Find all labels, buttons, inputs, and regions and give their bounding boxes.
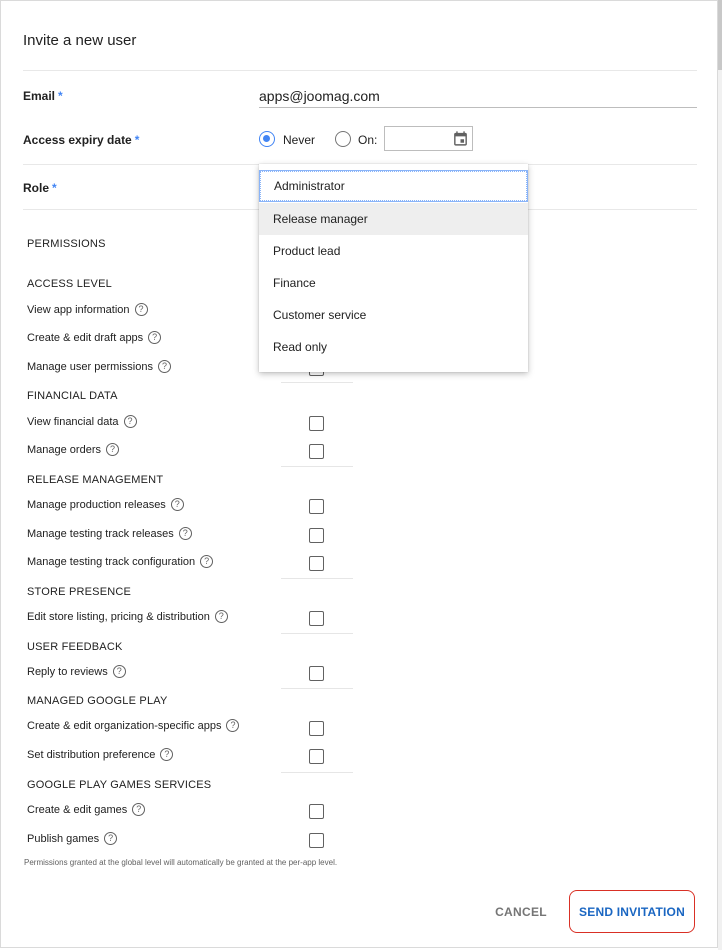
permission-checkbox[interactable] — [309, 666, 324, 681]
permission-label: Create & edit games — [27, 803, 128, 816]
divider — [281, 466, 353, 467]
expiry-date-input[interactable] — [384, 126, 473, 151]
permission-checkbox[interactable] — [309, 749, 324, 764]
scrollbar[interactable] — [718, 0, 722, 950]
divider — [281, 772, 353, 773]
permission-row — [27, 331, 161, 344]
permission-row — [27, 415, 137, 428]
permission-label: Manage testing track configuration — [27, 555, 196, 568]
permission-label: Create & edit draft apps — [27, 331, 144, 344]
help-icon[interactable]: ? — [200, 555, 213, 568]
help-icon[interactable]: ? — [124, 415, 137, 428]
permission-checkbox[interactable] — [309, 416, 324, 431]
permission-label: Manage orders — [27, 443, 101, 456]
divider — [281, 578, 353, 579]
permission-checkbox[interactable] — [309, 611, 324, 626]
required-mark: * — [58, 89, 63, 103]
permission-row — [27, 803, 145, 816]
section-title: RELEASE MANAGEMENT — [27, 474, 164, 486]
permission-row — [27, 443, 119, 456]
permission-row — [27, 665, 126, 678]
help-icon[interactable]: ? — [160, 748, 173, 761]
role-dropdown-menu — [259, 164, 528, 372]
role-option[interactable]: Read only — [273, 340, 328, 354]
role-label: Role * — [23, 181, 57, 195]
permission-checkbox[interactable] — [309, 721, 324, 736]
help-icon[interactable]: ? — [148, 331, 161, 344]
divider — [281, 382, 353, 383]
help-icon[interactable]: ? — [171, 498, 184, 511]
help-icon[interactable]: ? — [135, 303, 148, 316]
permission-label: Create & edit organization-specific apps — [27, 719, 222, 732]
permission-row — [27, 555, 213, 568]
permissions-footnote: Permissions granted at the global level will automatically be granted at the per-app level. — [24, 858, 338, 867]
permission-checkbox[interactable] — [309, 804, 324, 819]
permission-checkbox[interactable] — [309, 556, 324, 571]
role-option[interactable]: Release manager — [259, 203, 528, 235]
section-title: FINANCIAL DATA — [27, 390, 118, 402]
permission-row — [27, 748, 173, 761]
role-option[interactable]: Administrator — [259, 170, 528, 202]
permissions-heading: PERMISSIONS — [27, 238, 106, 250]
never-radio[interactable] — [259, 131, 275, 147]
permission-label: Manage production releases — [27, 498, 166, 511]
divider — [281, 688, 353, 689]
permission-row — [27, 610, 228, 623]
never-radio-label: Never — [283, 133, 316, 147]
help-icon[interactable]: ? — [104, 832, 117, 845]
expiry-label: Access expiry date * — [23, 133, 140, 147]
calendar-icon[interactable] — [452, 130, 469, 147]
help-icon[interactable]: ? — [215, 610, 228, 623]
role-option[interactable]: Finance — [273, 276, 316, 290]
send-invitation-button[interactable]: SEND INVITATION — [569, 890, 695, 933]
help-icon[interactable]: ? — [179, 527, 192, 540]
role-option[interactable]: Product lead — [273, 244, 341, 258]
section-title: USER FEEDBACK — [27, 641, 123, 653]
help-icon[interactable]: ? — [113, 665, 126, 678]
permission-label: View financial data — [27, 415, 119, 428]
section-title: MANAGED GOOGLE PLAY — [27, 695, 168, 707]
permission-checkbox[interactable] — [309, 528, 324, 543]
permission-row — [27, 360, 171, 373]
permission-row — [27, 719, 239, 732]
permission-label: Reply to reviews — [27, 665, 108, 678]
on-date-radio[interactable] — [335, 131, 351, 147]
permission-row — [27, 303, 148, 316]
permission-label: Manage user permissions — [27, 360, 153, 373]
permission-row — [27, 498, 184, 511]
help-icon[interactable]: ? — [158, 360, 171, 373]
section-title: GOOGLE PLAY GAMES SERVICES — [27, 779, 212, 791]
required-mark: * — [52, 181, 57, 195]
help-icon[interactable]: ? — [132, 803, 145, 816]
permission-label: Set distribution preference — [27, 748, 156, 761]
permission-checkbox[interactable] — [309, 499, 324, 514]
scrollbar-thumb[interactable] — [718, 0, 722, 70]
divider — [23, 70, 697, 71]
email-label: Email * — [23, 89, 63, 103]
help-icon[interactable]: ? — [226, 719, 239, 732]
permission-label: Edit store listing, pricing & distribution — [27, 610, 210, 623]
section-title: STORE PRESENCE — [27, 586, 132, 598]
permission-label: Publish games — [27, 832, 100, 845]
permission-checkbox[interactable] — [309, 444, 324, 459]
permission-label: Manage testing track releases — [27, 527, 174, 540]
cancel-button[interactable]: CANCEL — [489, 898, 553, 926]
required-mark: * — [134, 133, 140, 147]
permission-label: View app information — [27, 303, 130, 316]
section-title: ACCESS LEVEL — [27, 278, 112, 290]
permission-checkbox[interactable] — [309, 833, 324, 848]
on-date-radio-label: On: — [358, 133, 378, 147]
dialog-title: Invite a new user — [23, 32, 137, 49]
email-field[interactable] — [259, 84, 697, 108]
help-icon[interactable]: ? — [106, 443, 119, 456]
divider — [281, 633, 353, 634]
permission-row — [27, 527, 192, 540]
role-option[interactable]: Customer service — [273, 308, 367, 322]
permission-row — [27, 832, 117, 845]
